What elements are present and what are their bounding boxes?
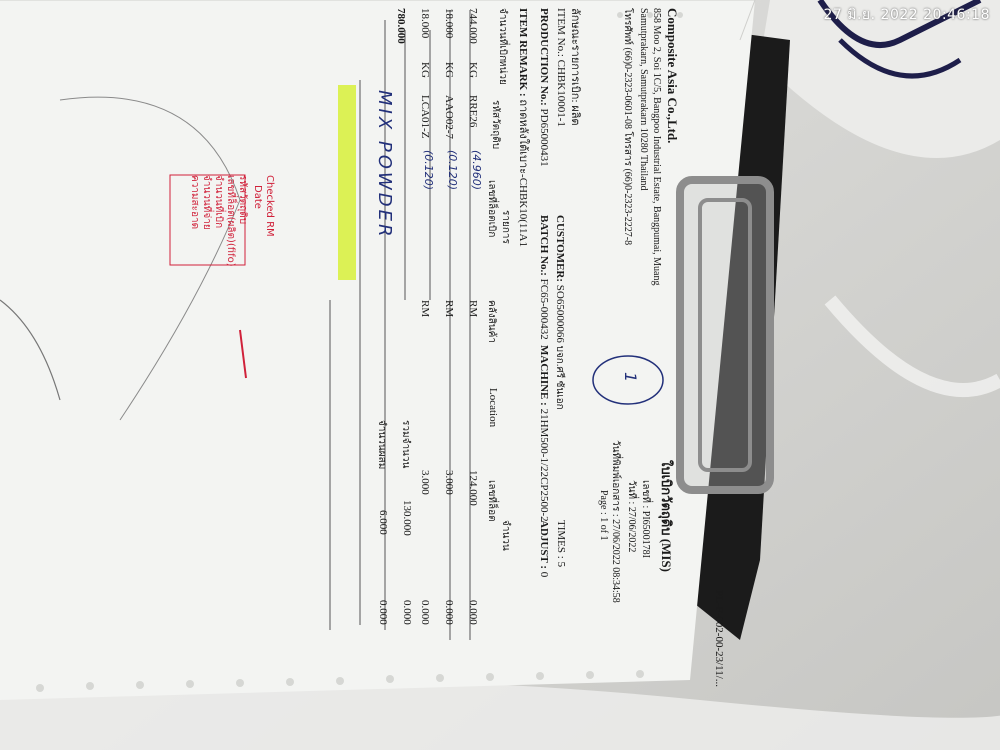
sum1: 130.000 <box>401 500 413 536</box>
row1-loc: RM <box>467 300 479 318</box>
stamp-item-1: รหัสวัตถุดิบ <box>237 175 248 225</box>
row2-qty: 18.000 <box>443 8 455 39</box>
batch-label: BATCH No.: <box>538 215 550 276</box>
stamp-line2: Date <box>252 185 263 209</box>
row1-handwritten: (4.960) <box>470 150 483 191</box>
row3-code: LCA01-Z <box>419 95 431 139</box>
row3-handwritten: (0.120) <box>422 150 435 191</box>
photo-timestamp: 27 มิ.ย. 2022 20:46:18 <box>823 7 990 23</box>
th-item: รายการ <box>500 210 511 244</box>
th-lot: เลขที่ล็อตเบิก <box>486 180 497 238</box>
remark: ถาดหลังใต้เบาะ-CHBK10(11A1 <box>517 99 529 247</box>
th-warehouse: คลังสินค้า <box>486 300 497 343</box>
address-line2: Samutprakarn, Samutprakarn 10280 Thailand <box>638 8 649 191</box>
item-no: CHBK10001-1 <box>555 59 567 127</box>
machine: 21HM500-1/22CP2500-2 <box>538 408 550 522</box>
print-date: 27/06/2022 08:34:58 <box>610 519 621 603</box>
row2-col2: 0.000 <box>443 600 455 625</box>
adjust: 0 <box>538 571 550 578</box>
stamp-item-2: เลขที่ล็อต(ผลิต)(fifo) <box>225 175 236 267</box>
sum1b: 0.000 <box>401 600 413 625</box>
stamp-item-3: จำนวนที่เบิก <box>213 175 224 229</box>
row2-unit: KG <box>443 62 455 78</box>
th-code: รหัสวัตถุดิบ <box>490 100 501 150</box>
row2-amount: 3.000 <box>443 470 455 495</box>
customer: SO65000066 <box>554 284 566 343</box>
row1-qty: 744.000 <box>467 8 479 44</box>
stamp-line1: Checked RM <box>264 175 275 237</box>
row3-loc: RM <box>419 300 431 318</box>
phone-line: โทรศัพท์ (66)0-2323-0601-08 โทรสาร (66)0-2323-2227-8 <box>622 8 633 246</box>
item-no-label: ITEM No.: <box>555 8 567 57</box>
document <box>189 0 735 688</box>
row1-unit: KG <box>467 62 479 78</box>
machine-label: MACHINE : <box>538 345 550 406</box>
date-label: วันที่ : <box>626 480 637 505</box>
row3-amount: 3.000 <box>419 470 431 495</box>
company-name: Composite Asia Co.,Ltd. <box>665 8 680 144</box>
handwritten-note: MIX POWDER <box>374 90 395 240</box>
sum1-label: รวมจำนวน <box>400 420 411 469</box>
times-label: TIMES : <box>555 520 567 559</box>
remark-label: ITEM REMARK : <box>517 8 529 97</box>
adjust-label: ADJUST : <box>538 520 550 570</box>
doc-no: PI6500178I <box>640 510 651 558</box>
address-line1: 858 Moo 2, Soi 1C/5, Bangpoo Industrial Estate, Bangpumai, Muang <box>651 8 662 286</box>
row3-col2: 0.000 <box>419 600 431 625</box>
row1-code: RRE26 <box>467 95 479 128</box>
stamp-item-4: จำนวนที่จ่าย <box>201 175 212 230</box>
th-lotno: เลขที่ล็อต <box>486 480 497 522</box>
print-label: วันที่พิมพ์เอกสาร : <box>610 440 621 517</box>
customer-note: บจก.ศรี ซันเอก <box>554 345 565 410</box>
batch: FC65-000432 <box>538 278 550 340</box>
customer-label: CUSTOMER: <box>554 215 566 283</box>
total-qty: 780.000 <box>395 8 407 44</box>
sum2-label: จำนวนผสม <box>376 420 387 470</box>
page-number: Page : 1 of 1 <box>598 490 609 541</box>
doc-no-label: เลขที่ : <box>640 480 651 509</box>
sum2: 6.000 <box>377 510 389 535</box>
times: 5 <box>555 561 567 568</box>
row2-loc: RM <box>443 300 455 318</box>
th-location: Location <box>487 388 499 428</box>
row3-unit: KG <box>419 62 431 78</box>
row1-col2: 0.000 <box>467 600 479 625</box>
stamp-item-5: ความสะอาด <box>189 175 200 230</box>
row2-code: AAO02-7 <box>443 95 455 139</box>
circle-mark-text: 1 <box>621 372 640 383</box>
form-code: PL-F-002-00-23/11/... <box>713 590 725 688</box>
item-type: ลักษณะรายการเบิก: ผลิต <box>569 8 581 126</box>
production: PD65000431 <box>538 108 550 167</box>
th-unit: หน่วย <box>497 60 508 85</box>
row2-handwritten: (0.120) <box>446 150 459 191</box>
row1-amount: 124.000 <box>467 470 479 506</box>
production-label: PRODUCTION No.: <box>538 8 550 106</box>
sum2b: 0.000 <box>377 600 389 625</box>
document-title: ใบเบิกวัตถุดิบ (MIS) <box>659 460 674 572</box>
th-qty: จำนวนที่เบิก <box>497 8 508 62</box>
th-amount: จำนวน <box>500 520 511 551</box>
date: 27/06/2022 <box>626 506 637 553</box>
row3-qty: 18.000 <box>419 8 431 39</box>
